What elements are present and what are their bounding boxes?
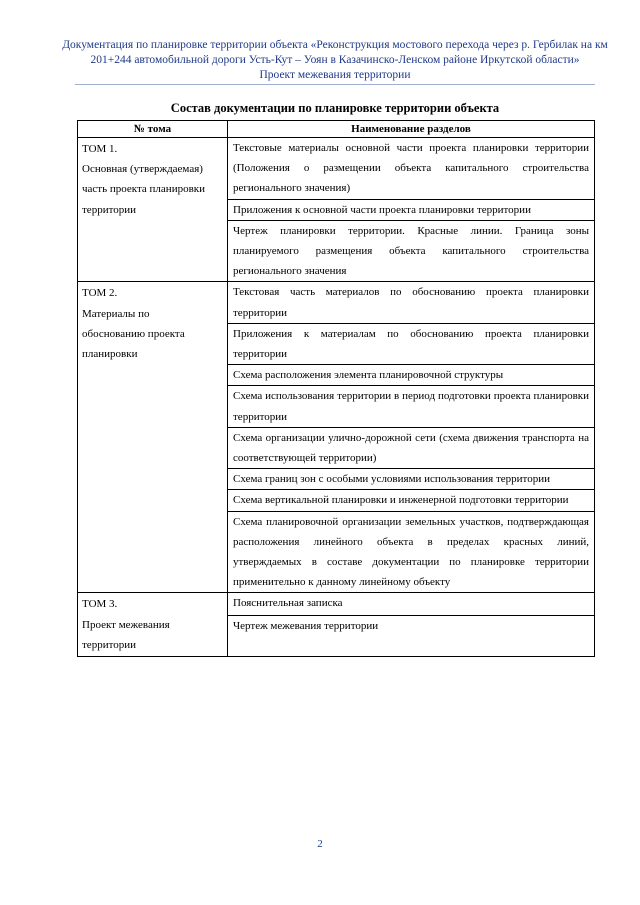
section-cell: Схема вертикальной планировки и инженерной подготовки территории	[228, 490, 595, 511]
volume-description: Материалы по обоснованию проекта планировки	[82, 307, 185, 361]
page-number: 2	[317, 838, 323, 850]
column-header-volume: № тома	[78, 121, 228, 138]
volume-name: ТОМ 2.	[82, 287, 118, 300]
volume-description: Основная (утверждаемая) часть проекта планировки территории	[82, 163, 206, 216]
section-cell: Чертеж межевания территории	[228, 616, 595, 657]
page-header	[60, 38, 610, 83]
volume-name: ТОМ 3.	[82, 598, 118, 611]
table-header-row	[78, 121, 595, 138]
section-cell: Текстовые материалы основной части проекта планировки территории (Положения о размещении объекта капитального строительства регионального значения)	[228, 138, 595, 200]
section-cell: Пояснительная записка	[228, 593, 595, 616]
volume-name: ТОМ 1.	[82, 143, 118, 155]
column-header-sections: Наименование разделов	[228, 121, 595, 138]
volume-cell	[78, 593, 228, 657]
documentation-table	[77, 120, 595, 657]
header-divider	[75, 84, 595, 85]
page-title: Состав документации по планировке территории объекта	[170, 101, 500, 115]
section-cell: Приложения к материалам по обоснованию проекта планировки территории	[228, 323, 595, 364]
header-line-3: Проект межевания территории	[259, 69, 411, 81]
table-row	[78, 593, 595, 616]
volume-description: Проект межевания территории	[82, 618, 170, 651]
section-cell: Схема расположения элемента планировочной структуры	[228, 365, 595, 386]
volume-cell	[78, 282, 228, 593]
table-row	[78, 282, 595, 323]
header-line-1: Документация по планировке территории объекта «Реконструкция мостового перехода через р. Гербилак на км	[62, 39, 608, 51]
header-line-2: 201+244 автомобильной дороги Усть-Кут – Уоян в Казачинско-Ленском районе Иркутской области»	[90, 54, 580, 66]
table-row	[78, 138, 595, 200]
section-cell: Схема границ зон с особыми условиями использования территории	[228, 469, 595, 490]
section-cell: Схема планировочной организации земельных участков, подтверждающая расположения линейного объекта в пределах красных линий, утверждаемых в составе документации по планировке территории применительно к данному линейному объекту	[228, 511, 595, 593]
section-cell: Приложения к основной части проекта планировки территории	[228, 199, 595, 220]
volume-cell	[78, 138, 228, 282]
section-cell: Схема организации улично-дорожной сети (схема движения транспорта на соответствующей территории)	[228, 427, 595, 468]
section-cell: Чертеж планировки территории. Красные линии. Граница зоны планируемого размещения объекта капитального строительства регионального значения	[228, 220, 595, 282]
section-cell: Текстовая часть материалов по обоснованию проекта планировки территории	[228, 282, 595, 323]
section-cell: Схема использования территории в период подготовки проекта планировки территории	[228, 386, 595, 427]
